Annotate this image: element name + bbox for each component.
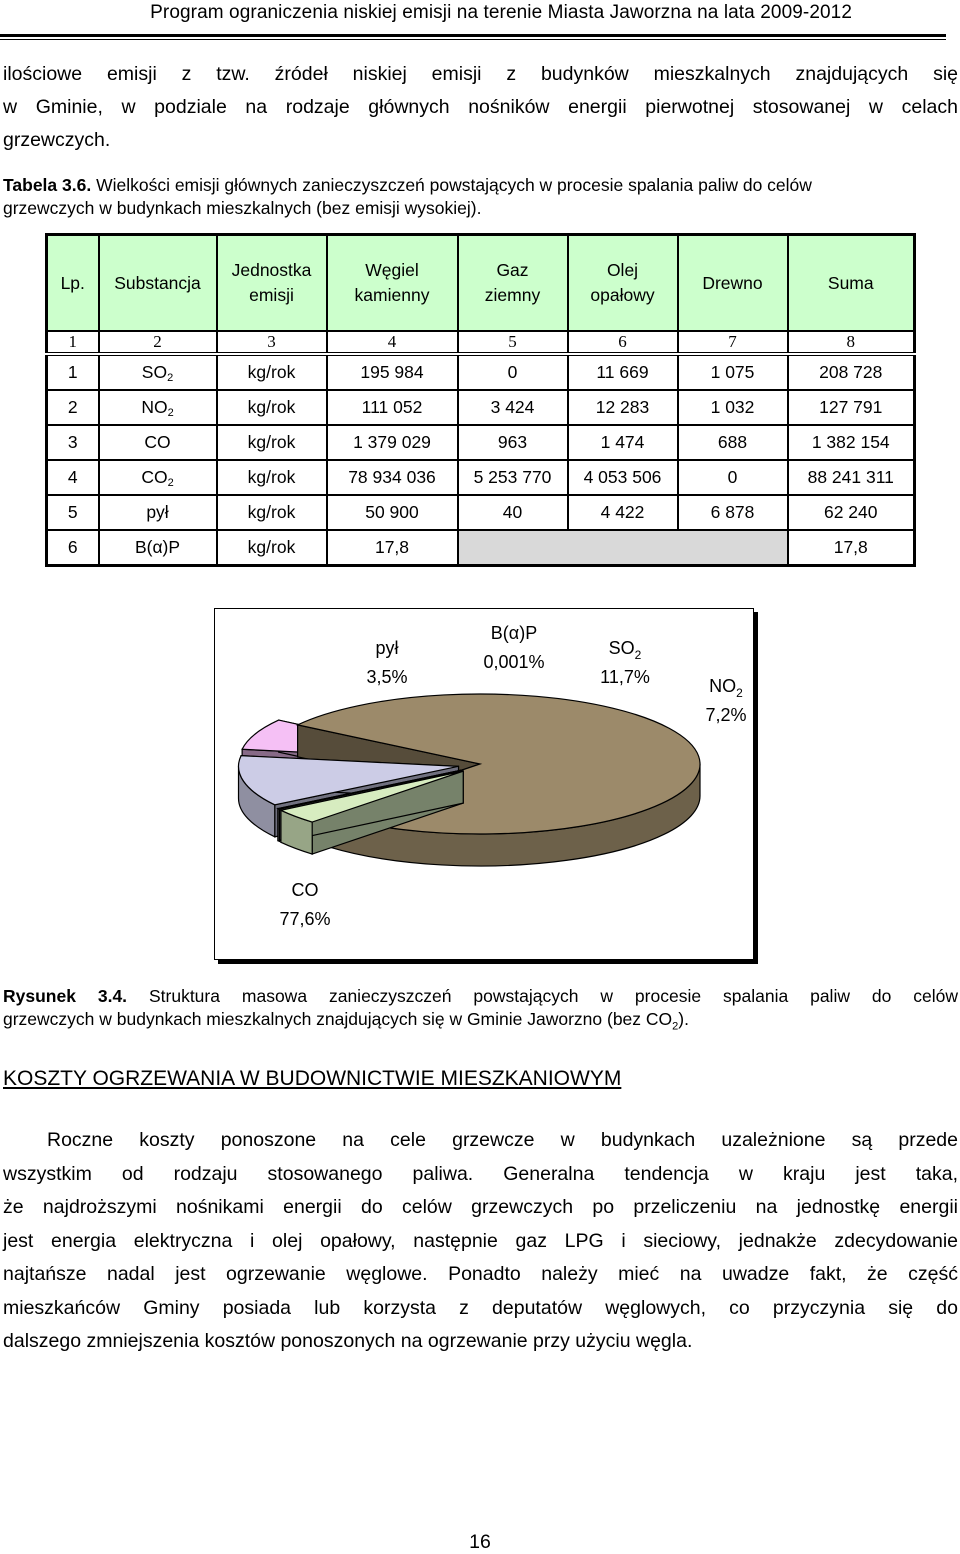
cell-unit: kg/rok: [217, 530, 327, 566]
figure-caption-text: Struktura masowa zanieczyszczeń powstających w procesie spalania paliw do celów: [127, 986, 959, 1006]
cell-coal: 111 052: [327, 390, 458, 425]
column-number-row: [47, 331, 915, 354]
pie-label-sub: 2: [736, 686, 743, 700]
column-number: 8: [788, 331, 915, 354]
cell-oil: 11 669: [568, 354, 678, 390]
cell-gas: 963: [458, 425, 568, 460]
body-line: dalszego zmniejszenia kosztów ponoszonych na ogrzewanie przy użyciu węgla.: [3, 1330, 693, 1352]
pie-label-name: B(α)P: [490, 623, 538, 643]
cell-unit: kg/rok: [217, 460, 327, 495]
cell-sum: 88 241 311: [788, 460, 915, 495]
header-cell: Drewno: [678, 235, 788, 332]
cell-wood: 0: [678, 460, 788, 495]
header-title: Program ograniczenia niskiej emisji na terenie Miasta Jaworzna na lata 2009-2012: [150, 2, 852, 23]
column-number: 2: [99, 331, 217, 354]
header-cell: Jednostka emisji: [217, 235, 327, 332]
pie-label-value: 3,5%: [366, 667, 408, 687]
cell-substance: $SO_2$: [99, 354, 217, 390]
figure-caption-sub: 2: [672, 1020, 679, 1033]
table-header-row: [47, 235, 915, 332]
cell-empty-shaded: [458, 530, 788, 566]
pie-label-sub: 2: [634, 648, 642, 662]
body-paragraph: [3, 1124, 958, 1359]
cell-coal: 50 900: [327, 495, 458, 530]
column-number: 3: [217, 331, 327, 354]
body-line: najtańsze nadal jest ogrzewanie węglowe. Ponadto należy mieć na uwadze fakt, że część: [3, 1263, 958, 1285]
cell-unit: kg/rok: [217, 354, 327, 390]
cell-sum: 1 382 154: [788, 425, 915, 460]
cell-coal: 17,8: [327, 530, 458, 566]
pie-label: [483, 623, 544, 672]
pie-label: [705, 676, 746, 725]
body-line: Roczne koszty ponoszone na cele grzewcze w budynkach uzależnione są przede: [47, 1129, 958, 1151]
emissions-table: [45, 233, 916, 567]
table-row: [47, 530, 915, 566]
pie-label-name: $SO_2$: [608, 638, 642, 662]
cell-unit: kg/rok: [217, 425, 327, 460]
cell-unit: kg/rok: [217, 495, 327, 530]
pie-slices: [239, 694, 700, 866]
cell-substance: $NO_2$: [99, 390, 217, 425]
cell-lp: 6: [47, 530, 99, 566]
cell-wood: 1 032: [678, 390, 788, 425]
table-caption-label: Tabela 3.6.: [3, 175, 92, 195]
cell-substance: $CO_2$: [99, 460, 217, 495]
cell-oil: 1 474: [568, 425, 678, 460]
column-number: 4: [327, 331, 458, 354]
header-cell: Węgiel kamienny: [327, 235, 458, 332]
figure-caption-text-2: grzewczych w budynkach mieszkalnych znajdujących się w Gminie Jaworzno (bez CO: [3, 1009, 673, 1029]
cell-gas: 0: [458, 354, 568, 390]
cell-oil: 12 283: [568, 390, 678, 425]
cell-substance: CO: [99, 425, 217, 460]
figure-caption-label: Rysunek 3.4.: [3, 986, 128, 1006]
intro-line: w Gminie, w podziale na rodzaje głównych nośników energii pierwotnej stosowanej w celach: [3, 96, 958, 118]
cell-gas: 40: [458, 495, 568, 530]
section-title: KOSZTY OGRZEWANIA W BUDOWNICTWIE MIESZKANIOWYM: [3, 1067, 622, 1090]
cell-coal: 78 934 036: [327, 460, 458, 495]
cell-sum: 127 791: [788, 390, 915, 425]
header-rule: [0, 34, 946, 37]
pie-label-name: pył: [375, 638, 399, 658]
page-header: [0, 0, 960, 40]
pie-label-value: 7,2%: [705, 705, 747, 725]
cell-wood: 688: [678, 425, 788, 460]
intro-paragraph: [3, 58, 958, 157]
cell-lp: 4: [47, 460, 99, 495]
column-number: 1: [47, 331, 99, 354]
cell-lp: 5: [47, 495, 99, 530]
cell-sum: 17,8: [788, 530, 915, 566]
pie-label-name: CO: [291, 880, 319, 900]
pie-label-name: $NO_2$: [709, 676, 743, 700]
column-number: 7: [678, 331, 788, 354]
cell-wood: 1 075: [678, 354, 788, 390]
cell-lp: 3: [47, 425, 99, 460]
cell-lp: 2: [47, 390, 99, 425]
table-caption-text-2: grzewczych w budynkach mieszkalnych (bez emisji wysokiej).: [3, 198, 482, 218]
pie-label-value: 0,001%: [483, 652, 545, 672]
header-cell: Suma: [788, 235, 915, 332]
table-caption-text: Wielkości emisji głównych zanieczyszczeń powstających w procesie spalania paliw do celów: [91, 175, 812, 195]
figure-caption: [3, 985, 958, 1039]
pie-slice-rim: [278, 809, 279, 842]
cell-unit: kg/rok: [217, 390, 327, 425]
header-cell: Lp.: [47, 235, 99, 332]
header-cell: Substancja: [99, 235, 217, 332]
body-line: wszystkim od rodzaju stosowanego paliwa. Generalna tendencja w kraju jest taka,: [3, 1162, 958, 1185]
pie-label-value: 77,6%: [279, 909, 331, 929]
pie-label-value: 11,7%: [600, 667, 650, 687]
cell-oil: 4 053 506: [568, 460, 678, 495]
column-number: 5: [458, 331, 568, 354]
table-row: [47, 495, 915, 530]
table-row: [47, 390, 915, 425]
header-rule-thin: [0, 39, 946, 40]
table-caption: [3, 174, 958, 220]
column-number: 6: [568, 331, 678, 354]
intro-line: grzewczych.: [3, 129, 111, 151]
figure-caption-end: ).: [678, 1009, 689, 1029]
pie-label: [279, 880, 330, 929]
table-row: [47, 460, 915, 495]
header-cell: Gaz ziemny: [458, 235, 568, 332]
cell-gas: 3 424: [458, 390, 568, 425]
cell-substance: B(α)P: [99, 530, 217, 566]
pie-chart-svg: [215, 609, 753, 959]
cell-sum: 62 240: [788, 495, 915, 530]
pie-label: [366, 638, 407, 687]
cell-wood: 6 878: [678, 495, 788, 530]
header-cell: Olej opałowy: [568, 235, 678, 332]
table-row: [47, 354, 915, 390]
cell-coal: 195 984: [327, 354, 458, 390]
intro-line: ilościowe emisji z tzw. źródeł niskiej emisji z budynków mieszkalnych znajdujących się: [3, 63, 958, 85]
cell-sum: 208 728: [788, 354, 915, 390]
body-line: jest energia elektryczna i olej opałowy, następnie gaz LPG i sieciowy, jednakże zdecydowanie: [3, 1229, 958, 1252]
body-line: że najdroższymi nośnikami energii do celów grzewczych po przeliczeniu na jednostkę energii: [3, 1196, 958, 1218]
cell-lp: 1: [47, 354, 99, 390]
body-line: mieszkańców Gminy posiada lub korzysta z deputatów węglowych, co przyczynia się do: [3, 1296, 958, 1319]
pie-label: [600, 638, 650, 687]
cell-oil: 4 422: [568, 495, 678, 530]
pie-chart: [214, 608, 754, 960]
cell-gas: 5 253 770: [458, 460, 568, 495]
table-row: [47, 425, 915, 460]
cell-coal: 1 379 029: [327, 425, 458, 460]
page-number: 16: [469, 1531, 491, 1553]
cell-substance: pył: [99, 495, 217, 530]
